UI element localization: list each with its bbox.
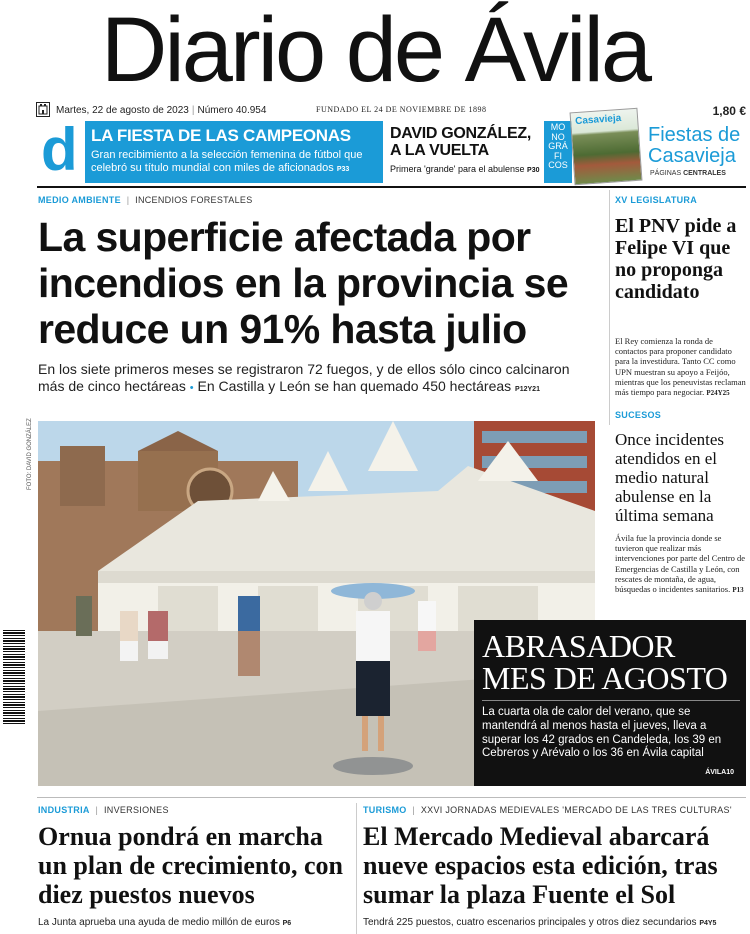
photo-credit: FOTO: DAVID GONZÁLEZ <box>27 418 33 490</box>
heatwave-box[interactable] <box>474 620 746 786</box>
top-divider <box>37 186 746 188</box>
page-ref: P13 <box>732 586 744 595</box>
side1-kicker: XV LEGISLATURA <box>615 195 698 205</box>
edition-info: Martes, 22 de agosto de 2023 | Número 40.954 <box>56 105 267 116</box>
newspaper-title: Diario de Ávila <box>100 0 650 101</box>
price: 1,80 € <box>712 104 746 118</box>
edition-number: Número 40.954 <box>197 105 267 116</box>
bottom1-subheadline: La Junta aprueba una ayuda de medio millón de euros P6 <box>38 917 292 928</box>
heatwave-text: La cuarta ola de calor del verano, que se mantendrá al menos hasta el jueves, lleva a superar los 42 grados en Candeleda, los 39 en Cebreros y Arévalo o los 36 en Ávila capital <box>482 706 722 760</box>
page-ref: P12Y21 <box>515 386 540 393</box>
side2-headline[interactable]: Once incidentes atendidos en el medio natural abulense en la última semana <box>615 430 725 525</box>
supplement-cover-title: Casavieja <box>574 112 622 128</box>
side2-text: Ávila fue la provincia donde se tuvieron que realizar más intervenciones por parte del Centro de Emergencias de Castilla y León, con rescates de montaña, de agua, búsquedas o incidentes sanitarios. P13 <box>615 533 746 595</box>
supplement-cover-image <box>570 108 643 186</box>
bottom2-subheadline: Tendrá 225 puestos, cuatro escenarios principales y otros diez secundarios P4Y5 <box>363 917 717 928</box>
promo-title: DAVID GONZÁLEZ, A LA VUELTA <box>390 125 531 159</box>
column-divider <box>356 803 357 934</box>
masthead <box>0 0 750 100</box>
promo-title: Fiestas de Casavieja <box>648 124 741 167</box>
promo-title: LA FIESTA DE LAS CAMPEONAS <box>91 126 351 145</box>
page-ref: P6 <box>282 920 292 927</box>
side1-headline[interactable]: El PNV pide a Felipe VI que no proponga candidato <box>615 215 737 303</box>
bottom2-kicker: TURISMO | XXVI JORNADAS MEDIEVALES 'MERCADO DE LAS TRES CULTURAS' <box>363 805 732 815</box>
bottom1-kicker: INDUSTRIA | INVERSIONES <box>38 805 169 815</box>
lead-subheadline: En los siete primeros meses se registraron 72 fuegos, y de ellos sólo cinco calcinaron más de cinco hectáreas • En Castilla y León se han quemado 450 hectáreas P12Y21 <box>38 361 570 394</box>
promo-text: PÁGINAS CENTRALES <box>650 170 726 177</box>
heatwave-headline: ABRASADOR MES DE AGOSTO <box>482 628 728 696</box>
bottom-divider <box>37 797 746 798</box>
side1-text: El Rey comienza la ronda de contactos para proponer candidato para la investidura. Tanto CC como UPN muestran su apoyo a Feijóo, mientras que los peneuvistas reclaman más tiempo para negociar. P24Y25 <box>615 336 746 398</box>
page-ref: ÁVILA10 <box>705 769 734 776</box>
edition-date: Martes, 22 de agosto de 2023 <box>56 105 189 116</box>
lead-headline[interactable]: La superficie afectada por incendios en la provincia se reduce un 91% hasta julio <box>38 214 569 352</box>
promo-david-gonzalez[interactable] <box>385 121 545 183</box>
column-divider <box>609 190 610 425</box>
side2-kicker: SUCESOS <box>615 410 662 420</box>
promo-text: Primera 'grande' para el abulense P30 <box>390 164 540 174</box>
barcode <box>3 628 25 724</box>
promo-campeonas[interactable] <box>91 126 381 176</box>
monograficos-label: MO NO GRÁ FI COS <box>544 121 572 183</box>
founded-date: FUNDADO EL 24 DE NOVIEMBRE DE 1898 <box>316 105 487 114</box>
promo-text: Gran recibimiento a la selección femenina de fútbol que celebró su título mundial con miles de aficionados P33 <box>91 149 363 174</box>
heatwave-divider <box>482 700 740 701</box>
page-ref: P24Y25 <box>706 389 730 398</box>
promo-fiestas-casavieja[interactable] <box>572 110 746 183</box>
d-logo-icon: d <box>37 121 85 183</box>
bottom1-headline[interactable]: Ornua pondrá en marcha un plan de crecimiento, con diez puestos nuevos <box>38 822 344 909</box>
page-ref: P30 <box>527 167 540 174</box>
bottom2-headline[interactable]: El Mercado Medieval abarcará nueve espacios esta edición, tras sumar la plaza Fuente el Sol <box>363 822 718 909</box>
page-ref: P33 <box>336 166 350 173</box>
page-ref: P4Y5 <box>699 920 717 927</box>
lead-kicker: MEDIO AMBIENTE | INCENDIOS FORESTALES <box>38 195 253 205</box>
